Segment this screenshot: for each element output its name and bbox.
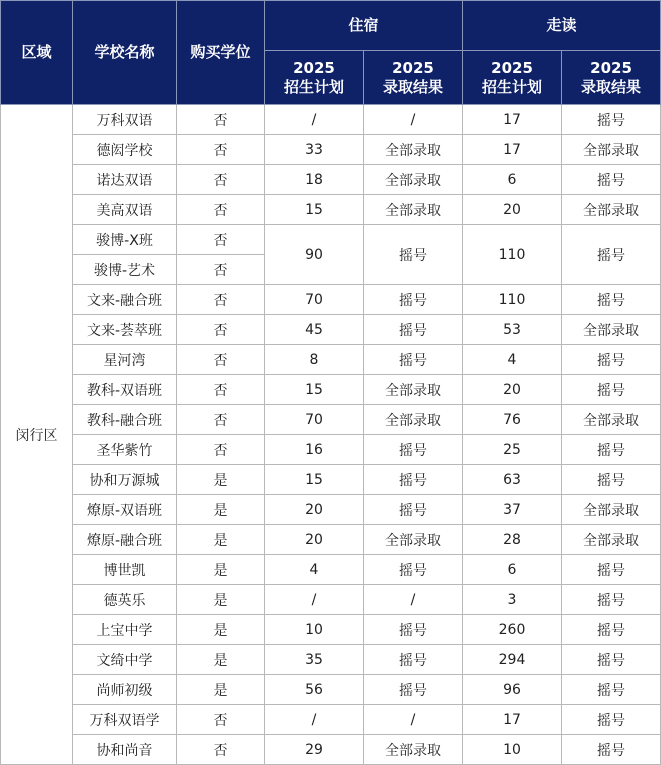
day-result: 全部录取 (562, 315, 661, 345)
day-plan: 260 (463, 615, 562, 645)
table-row (1, 285, 661, 315)
boarding-plan: 15 (265, 375, 364, 405)
table-row (1, 615, 661, 645)
school-name: 骏博-X班 (73, 225, 177, 255)
day-result: 摇号 (562, 645, 661, 675)
school-name: 燎原-双语班 (73, 495, 177, 525)
table-row (1, 675, 661, 705)
boarding-result: 摇号 (364, 555, 463, 585)
boarding-plan: 33 (265, 135, 364, 165)
day-plan: 3 (463, 585, 562, 615)
day-plan: 10 (463, 735, 562, 765)
boarding-plan: 18 (265, 165, 364, 195)
day-plan: 6 (463, 555, 562, 585)
boarding-result: / (364, 585, 463, 615)
school-name: 美高双语 (73, 195, 177, 225)
boarding-plan: 20 (265, 495, 364, 525)
day-plan: 110 (463, 225, 562, 285)
boarding-result: 全部录取 (364, 195, 463, 225)
boarding-result: 摇号 (364, 345, 463, 375)
boarding-plan: 4 (265, 555, 364, 585)
boarding-plan: / (265, 105, 364, 135)
buy-degree: 否 (177, 225, 265, 255)
day-result: 摇号 (562, 675, 661, 705)
header-day: 走读 (463, 1, 661, 51)
boarding-result: 摇号 (364, 285, 463, 315)
school-name: 上宝中学 (73, 615, 177, 645)
day-result: 全部录取 (562, 135, 661, 165)
boarding-plan: / (265, 585, 364, 615)
header-buy: 购买学位 (177, 1, 265, 105)
table-row (1, 165, 661, 195)
buy-degree: 是 (177, 465, 265, 495)
day-plan: 20 (463, 375, 562, 405)
day-plan: 25 (463, 435, 562, 465)
buy-degree: 否 (177, 105, 265, 135)
boarding-result: / (364, 105, 463, 135)
buy-degree: 否 (177, 315, 265, 345)
buy-degree: 是 (177, 585, 265, 615)
day-plan: 76 (463, 405, 562, 435)
day-plan: 17 (463, 705, 562, 735)
header-label: 招生计划 (482, 77, 543, 96)
school-name: 尚师初级 (73, 675, 177, 705)
day-plan: 28 (463, 525, 562, 555)
boarding-result: 摇号 (364, 675, 463, 705)
school-name: 圣华紫竹 (73, 435, 177, 465)
table-row (1, 495, 661, 525)
buy-degree: 否 (177, 345, 265, 375)
header-day-result (562, 51, 661, 105)
boarding-result: 全部录取 (364, 525, 463, 555)
school-name: 星河湾 (73, 345, 177, 375)
buy-degree: 是 (177, 645, 265, 675)
table-row (1, 435, 661, 465)
school-name: 燎原-融合班 (73, 525, 177, 555)
school-name: 文绮中学 (73, 645, 177, 675)
boarding-plan: 16 (265, 435, 364, 465)
header-school: 学校名称 (73, 1, 177, 105)
day-plan: 63 (463, 465, 562, 495)
table-row (1, 465, 661, 495)
day-result: 全部录取 (562, 195, 661, 225)
school-name: 骏博-艺术 (73, 255, 177, 285)
school-name: 诺达双语 (73, 165, 177, 195)
day-plan: 17 (463, 135, 562, 165)
table-row (1, 195, 661, 225)
buy-degree: 否 (177, 405, 265, 435)
day-plan: 20 (463, 195, 562, 225)
header-boarding-result (364, 51, 463, 105)
day-plan: 4 (463, 345, 562, 375)
buy-degree: 否 (177, 705, 265, 735)
boarding-plan: 8 (265, 345, 364, 375)
school-name: 万科双语 (73, 105, 177, 135)
school-name: 协和尚音 (73, 735, 177, 765)
table-row (1, 405, 661, 435)
day-result: 摇号 (562, 285, 661, 315)
day-plan: 53 (463, 315, 562, 345)
table-row (1, 585, 661, 615)
buy-degree: 是 (177, 555, 265, 585)
boarding-result: 全部录取 (364, 375, 463, 405)
buy-degree: 否 (177, 375, 265, 405)
boarding-plan: 45 (265, 315, 364, 345)
day-result: 摇号 (562, 435, 661, 465)
buy-degree: 否 (177, 735, 265, 765)
boarding-plan: 70 (265, 285, 364, 315)
table-row (1, 645, 661, 675)
boarding-plan: 20 (265, 525, 364, 555)
school-name: 德闳学校 (73, 135, 177, 165)
day-result: 全部录取 (562, 525, 661, 555)
buy-degree: 否 (177, 435, 265, 465)
day-result: 摇号 (562, 465, 661, 495)
table-row (1, 735, 661, 765)
boarding-result: 全部录取 (364, 165, 463, 195)
boarding-plan: 35 (265, 645, 364, 675)
day-result: 全部录取 (562, 405, 661, 435)
boarding-plan: 15 (265, 465, 364, 495)
day-result: 全部录取 (562, 495, 661, 525)
boarding-result: 摇号 (364, 315, 463, 345)
day-plan: 110 (463, 285, 562, 315)
header-year: 2025 (392, 58, 434, 77)
day-result: 摇号 (562, 225, 661, 285)
school-name: 教科-双语班 (73, 375, 177, 405)
table-row (1, 105, 661, 135)
school-name: 博世凯 (73, 555, 177, 585)
boarding-plan: 56 (265, 675, 364, 705)
school-name: 协和万源城 (73, 465, 177, 495)
buy-degree: 是 (177, 525, 265, 555)
buy-degree: 是 (177, 495, 265, 525)
buy-degree: 否 (177, 195, 265, 225)
boarding-plan: 90 (265, 225, 364, 285)
day-result: 摇号 (562, 105, 661, 135)
boarding-result: 摇号 (364, 495, 463, 525)
table-row (1, 345, 661, 375)
school-name: 文来-荟萃班 (73, 315, 177, 345)
buy-degree: 否 (177, 255, 265, 285)
table-row (1, 315, 661, 345)
day-plan: 6 (463, 165, 562, 195)
boarding-result: 摇号 (364, 465, 463, 495)
boarding-plan: 70 (265, 405, 364, 435)
boarding-result: 摇号 (364, 435, 463, 465)
header-year: 2025 (590, 58, 632, 77)
boarding-result: 全部录取 (364, 405, 463, 435)
header-year: 2025 (293, 58, 335, 77)
header-label: 录取结果 (383, 77, 444, 96)
buy-degree: 否 (177, 285, 265, 315)
day-result: 摇号 (562, 705, 661, 735)
table-body (1, 105, 661, 765)
day-result: 摇号 (562, 585, 661, 615)
header-label: 录取结果 (581, 77, 642, 96)
boarding-result: / (364, 705, 463, 735)
school-name: 教科-融合班 (73, 405, 177, 435)
boarding-plan: 10 (265, 615, 364, 645)
buy-degree: 否 (177, 165, 265, 195)
table-row (1, 525, 661, 555)
day-plan: 294 (463, 645, 562, 675)
header-boarding-plan (265, 51, 364, 105)
header-year: 2025 (491, 58, 533, 77)
day-result: 摇号 (562, 375, 661, 405)
table-row (1, 555, 661, 585)
header-boarding: 住宿 (265, 1, 463, 51)
buy-degree: 是 (177, 615, 265, 645)
buy-degree: 是 (177, 675, 265, 705)
boarding-result: 摇号 (364, 645, 463, 675)
area-cell: 闵行区 (1, 105, 73, 765)
boarding-result: 摇号 (364, 615, 463, 645)
day-result: 摇号 (562, 555, 661, 585)
header-day-plan (463, 51, 562, 105)
table-row (1, 135, 661, 165)
school-name: 万科双语学 (73, 705, 177, 735)
day-plan: 37 (463, 495, 562, 525)
school-name: 德英乐 (73, 585, 177, 615)
day-result: 摇号 (562, 345, 661, 375)
boarding-plan: / (265, 705, 364, 735)
boarding-result: 摇号 (364, 225, 463, 285)
boarding-result: 全部录取 (364, 135, 463, 165)
day-result: 摇号 (562, 735, 661, 765)
day-plan: 17 (463, 105, 562, 135)
boarding-result: 全部录取 (364, 735, 463, 765)
boarding-plan: 15 (265, 195, 364, 225)
school-name: 文来-融合班 (73, 285, 177, 315)
buy-degree: 否 (177, 135, 265, 165)
header-area: 区域 (1, 1, 73, 105)
table-row (1, 225, 661, 255)
table-row (1, 375, 661, 405)
boarding-plan: 29 (265, 735, 364, 765)
table-row (1, 705, 661, 735)
day-plan: 96 (463, 675, 562, 705)
header-label: 招生计划 (283, 77, 344, 96)
day-result: 摇号 (562, 615, 661, 645)
day-result: 摇号 (562, 165, 661, 195)
